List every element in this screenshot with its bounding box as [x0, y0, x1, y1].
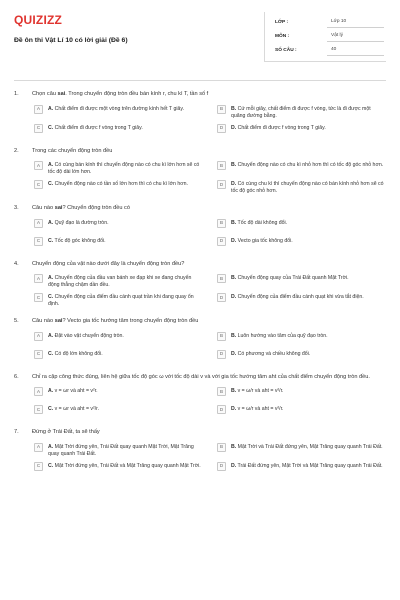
answer-checkbox[interactable]: D — [217, 293, 226, 302]
answer-option[interactable] — [217, 443, 386, 458]
answer-option[interactable] — [34, 237, 203, 251]
question-number: 5. — [14, 318, 19, 325]
answer-option[interactable] — [217, 124, 386, 138]
question-text-pre: Câu nào — [32, 318, 55, 325]
answer-checkbox[interactable]: C — [34, 293, 43, 302]
answer-options — [14, 161, 386, 195]
answer-body: Có cùng bán kính thì chuyển động nào có chu kì lớn hơn sẽ có tốc độ dài lớn hơn. — [48, 162, 200, 176]
answer-checkbox[interactable]: C — [34, 180, 43, 189]
answer-body: Mặt Trời đứng yên, Trái Đất và Mặt Trăng quay quanh Mặt Trời. — [54, 463, 201, 470]
answer-body: Quỹ đạo là đường tròn. — [54, 219, 109, 226]
answer-option[interactable] — [217, 161, 386, 176]
answer-checkbox[interactable]: A — [34, 274, 43, 283]
question-text-post: ? Chuyển động tròn đều có — [62, 205, 130, 212]
answer-body: v = ω/r và aht = v²/r. — [237, 406, 284, 413]
answer-option[interactable] — [34, 180, 203, 195]
answer-checkbox[interactable]: B — [217, 219, 226, 228]
quizizz-logo: QUIZIZZ — [14, 13, 63, 27]
question-text-emphasis: sai — [54, 318, 63, 325]
answer-letter: B. — [231, 162, 237, 169]
answer-letter: C. — [48, 463, 54, 470]
answer-checkbox[interactable]: B — [217, 105, 226, 114]
answer-body: Có phương và chiều không đổi. — [237, 350, 311, 357]
answer-letter: A. — [48, 105, 54, 112]
answer-text — [231, 274, 386, 282]
meta-label: SỐ CÂU : — [275, 47, 297, 53]
answer-option[interactable] — [217, 219, 386, 233]
answer-options — [14, 274, 386, 308]
question-stem — [14, 318, 386, 326]
answer-body: Chuyển động của điểm đầu cánh quạt trần khi đang quay ổn định. — [48, 294, 194, 308]
answer-text — [231, 293, 386, 301]
answer-option[interactable] — [34, 387, 203, 401]
answer-option[interactable] — [217, 332, 386, 346]
answer-option[interactable] — [34, 293, 203, 308]
answer-checkbox[interactable]: B — [217, 274, 226, 283]
answer-option[interactable] — [34, 332, 203, 346]
answer-text — [48, 274, 203, 289]
answer-letter: A. — [48, 332, 54, 339]
question-item — [14, 429, 386, 476]
answer-text — [48, 332, 203, 340]
answer-letter: D. — [231, 406, 237, 413]
answer-letter: D. — [231, 294, 237, 301]
answer-checkbox[interactable]: A — [34, 443, 43, 452]
worksheet-title: Đề ôn thi Vật Lí 10 có lời giải (Đề 6) — [14, 37, 128, 44]
answer-option[interactable] — [217, 405, 386, 419]
answer-letter: B. — [231, 275, 237, 282]
answer-body: v = ω/r và aht = v²/r. — [237, 388, 284, 395]
answer-body: Trái Đất đứng yên, Mặt Trời và Mặt Trăng quay quanh Trái Đất. — [237, 463, 383, 470]
answer-letter: A. — [48, 162, 54, 169]
meta-value: 40 — [327, 46, 384, 55]
answer-text — [231, 405, 386, 413]
answer-letter: C. — [48, 124, 54, 131]
answer-checkbox[interactable]: D — [217, 350, 226, 359]
meta-label: LỚP : — [275, 19, 289, 25]
question-item — [14, 318, 386, 364]
answer-option[interactable] — [217, 237, 386, 251]
answer-text — [48, 443, 203, 458]
answer-options — [14, 387, 386, 419]
answer-option[interactable] — [34, 443, 203, 458]
answer-letter: D. — [231, 463, 237, 470]
question-text — [32, 374, 386, 382]
worksheet-meta — [264, 12, 386, 62]
answer-checkbox[interactable]: B — [217, 332, 226, 341]
meta-value: Vật lý — [327, 32, 384, 41]
question-text-pre: Đứng ở Trái Đất, ta sẽ thấy — [32, 429, 100, 436]
answer-body: Có cùng chu kì thì chuyển động nào có bán kính nhỏ hơn sẽ có tốc độ góc nhỏ hơn. — [231, 181, 384, 195]
answer-letter: D. — [231, 124, 237, 131]
answer-option[interactable] — [34, 462, 203, 476]
answer-body: Tốc độ dài không đổi. — [237, 219, 288, 226]
answer-option[interactable] — [34, 405, 203, 419]
question-text-emphasis: sai — [57, 91, 66, 97]
question-stem — [14, 374, 386, 382]
answer-body: Mặt Trời đứng yên, Trái Đất quay quanh Mặt Trời, Mặt Trăng quay quanh Trái Đất. — [48, 443, 194, 457]
answer-letter: D. — [231, 237, 237, 244]
answer-letter: D. — [231, 350, 237, 357]
answer-checkbox[interactable]: B — [217, 161, 226, 170]
answer-option[interactable] — [217, 387, 386, 401]
answer-checkbox[interactable]: C — [34, 405, 43, 414]
answer-body: Tốc độ góc không đổi. — [54, 237, 106, 244]
answer-option[interactable] — [217, 462, 386, 476]
question-number: 3. — [14, 205, 19, 212]
answer-text — [231, 332, 386, 340]
answer-text — [48, 293, 203, 308]
answer-letter: D. — [231, 181, 237, 188]
answer-option[interactable] — [217, 274, 386, 289]
answer-letter: A. — [48, 443, 54, 450]
answer-letter: C. — [48, 294, 54, 301]
answer-checkbox[interactable]: C — [34, 462, 43, 471]
answer-text — [48, 180, 203, 188]
answer-body: Chuyển động quay của Trái Đất quanh Mặt Trời. — [237, 275, 349, 282]
answer-checkbox[interactable]: C — [34, 124, 43, 133]
answer-checkbox[interactable]: D — [217, 405, 226, 414]
meta-row-class — [275, 16, 386, 30]
answer-checkbox[interactable]: D — [217, 462, 226, 471]
answer-body: Chuyển động của điểm đầu cánh quạt khi vừa tắt điện. — [237, 294, 364, 301]
question-item — [14, 148, 386, 196]
meta-row-question-count — [275, 44, 386, 58]
answer-body: Chất điểm đi được f vòng trong T giây. — [237, 124, 326, 131]
answer-text — [231, 350, 386, 358]
question-text-pre: Chọn câu — [32, 91, 58, 97]
answer-letter: C. — [48, 350, 54, 357]
question-text-post: . Trong chuyển động tròn đều bán kính r, chu kì T, tần số f — [65, 91, 209, 97]
answer-letter: B. — [231, 388, 237, 395]
answer-text — [231, 443, 386, 451]
question-text-pre: Chuyển động của vật nào dưới đây là chuyển động tròn đều? — [32, 260, 185, 267]
answer-body: Cứ mỗi giây, chất điểm đi được f vòng, tức là đi được một quãng đường bằng. — [231, 105, 371, 119]
answer-checkbox[interactable]: A — [34, 387, 43, 396]
answer-body: Có độ lớn không đổi. — [54, 350, 103, 357]
answer-text — [48, 405, 203, 413]
answer-body: Chuyển động nào có tần số lớn hơn thì có chu kì lớn hơn. — [54, 181, 188, 188]
answer-text — [48, 124, 203, 132]
answer-option[interactable] — [34, 219, 203, 233]
answer-checkbox[interactable]: D — [217, 237, 226, 246]
answer-checkbox[interactable]: D — [217, 180, 226, 189]
meta-label: MÔN : — [275, 33, 290, 39]
answer-letter: A. — [48, 388, 54, 395]
answer-checkbox[interactable]: C — [34, 237, 43, 246]
question-stem — [14, 261, 386, 269]
question-text — [32, 91, 386, 99]
answer-text — [231, 161, 386, 169]
answer-text — [48, 161, 203, 176]
answer-checkbox[interactable]: A — [34, 219, 43, 228]
answer-option[interactable] — [34, 161, 203, 176]
answer-body: Chất điểm đi được f vòng trong T giây. — [54, 124, 143, 131]
answer-letter: C. — [48, 237, 54, 244]
answer-body: Đặt vào vật chuyển động tròn. — [54, 332, 124, 339]
answer-text — [231, 387, 386, 395]
answer-options — [14, 105, 386, 138]
question-number: 4. — [14, 260, 19, 267]
answer-text — [231, 237, 386, 245]
answer-text — [48, 387, 203, 395]
answer-checkbox[interactable]: D — [217, 124, 226, 133]
worksheet-header — [14, 12, 386, 72]
question-stem — [14, 148, 386, 156]
answer-text — [48, 105, 203, 113]
answer-letter: C. — [48, 181, 54, 188]
answer-text — [231, 180, 386, 195]
question-item — [14, 374, 386, 420]
question-number: 2. — [14, 147, 19, 154]
answer-body: Vecto gia tốc không đổi. — [237, 237, 293, 244]
answer-body: Luôn hướng vào tâm của quỹ đạo tròn. — [237, 332, 328, 339]
meta-value: Lớp 10 — [327, 18, 384, 27]
answer-checkbox[interactable]: C — [34, 350, 43, 359]
question-list — [14, 91, 386, 476]
question-text — [32, 261, 386, 269]
question-item — [14, 261, 386, 309]
question-text — [32, 205, 386, 213]
question-item — [14, 91, 386, 138]
answer-option[interactable] — [217, 180, 386, 195]
answer-option[interactable] — [34, 105, 203, 120]
question-number: 7. — [14, 429, 19, 436]
answer-text — [48, 237, 203, 245]
meta-row-subject — [275, 30, 386, 44]
answer-checkbox[interactable]: A — [34, 161, 43, 170]
answer-text — [48, 219, 203, 227]
brand-block — [14, 12, 128, 72]
question-stem — [14, 91, 386, 99]
question-text-post: ? Vecto gia tốc hướng tâm trong chuyển động tròn đều — [62, 318, 199, 325]
question-text-emphasis: sai — [54, 205, 63, 212]
answer-checkbox[interactable]: B — [217, 443, 226, 452]
header-divider — [14, 80, 386, 81]
answer-letter: A. — [48, 275, 54, 282]
answer-option[interactable] — [217, 293, 386, 308]
answer-body: Chuyển động nào có chu kì nhỏ hơn thì có tốc độ góc nhỏ hơn. — [237, 162, 384, 169]
answer-text — [231, 105, 386, 120]
answer-text — [231, 219, 386, 227]
answer-body: Mặt Trời và Trái Đất đứng yên, Mặt Trăng quay quanh Trái Đất. — [237, 443, 383, 450]
question-item — [14, 205, 386, 251]
answer-body: Chất điểm đi được một vòng trên đường kính hết T giây. — [54, 105, 185, 112]
answer-option[interactable] — [34, 350, 203, 364]
answer-options — [14, 443, 386, 476]
answer-checkbox[interactable]: A — [34, 332, 43, 341]
question-text-pre: Câu nào — [32, 205, 55, 212]
answer-option[interactable] — [217, 350, 386, 364]
answer-letter: B. — [231, 443, 237, 450]
answer-body: v = ωr và aht = v²r. — [54, 388, 98, 395]
question-text — [32, 318, 386, 326]
answer-text — [48, 462, 203, 470]
answer-options — [14, 219, 386, 251]
answer-letter: C. — [48, 406, 54, 413]
answer-text — [48, 350, 203, 358]
answer-letter: B. — [231, 219, 237, 226]
question-stem — [14, 429, 386, 437]
answer-option[interactable] — [34, 124, 203, 138]
answer-text — [231, 124, 386, 132]
answer-checkbox[interactable]: A — [34, 105, 43, 114]
question-stem — [14, 205, 386, 213]
answer-text — [231, 462, 386, 470]
question-text-pre: Trong các chuyển động tròn đều — [32, 147, 113, 154]
answer-body: Chuyển động của đầu van bánh xe đạp khi xe đang chuyển động thẳng chậm dần đều. — [48, 275, 192, 289]
answer-checkbox[interactable]: B — [217, 387, 226, 396]
answer-option[interactable] — [34, 274, 203, 289]
answer-option[interactable] — [217, 105, 386, 120]
answer-body: v = ωr và aht = v²/r. — [54, 406, 100, 413]
question-text-pre: Chỉ ra cặp công thức đúng, liên hệ giữa tốc độ góc ω với tốc độ dài v và với gia tốc hướng tâm aht của chất điểm chuyển động tròn đều. — [32, 373, 370, 380]
question-number: 1. — [14, 91, 19, 97]
answer-letter: B. — [231, 105, 237, 112]
answer-letter: B. — [231, 332, 237, 339]
question-text — [32, 148, 386, 156]
answer-letter: A. — [48, 219, 54, 226]
answer-options — [14, 332, 386, 364]
question-text — [32, 429, 386, 437]
question-number: 6. — [14, 373, 19, 380]
